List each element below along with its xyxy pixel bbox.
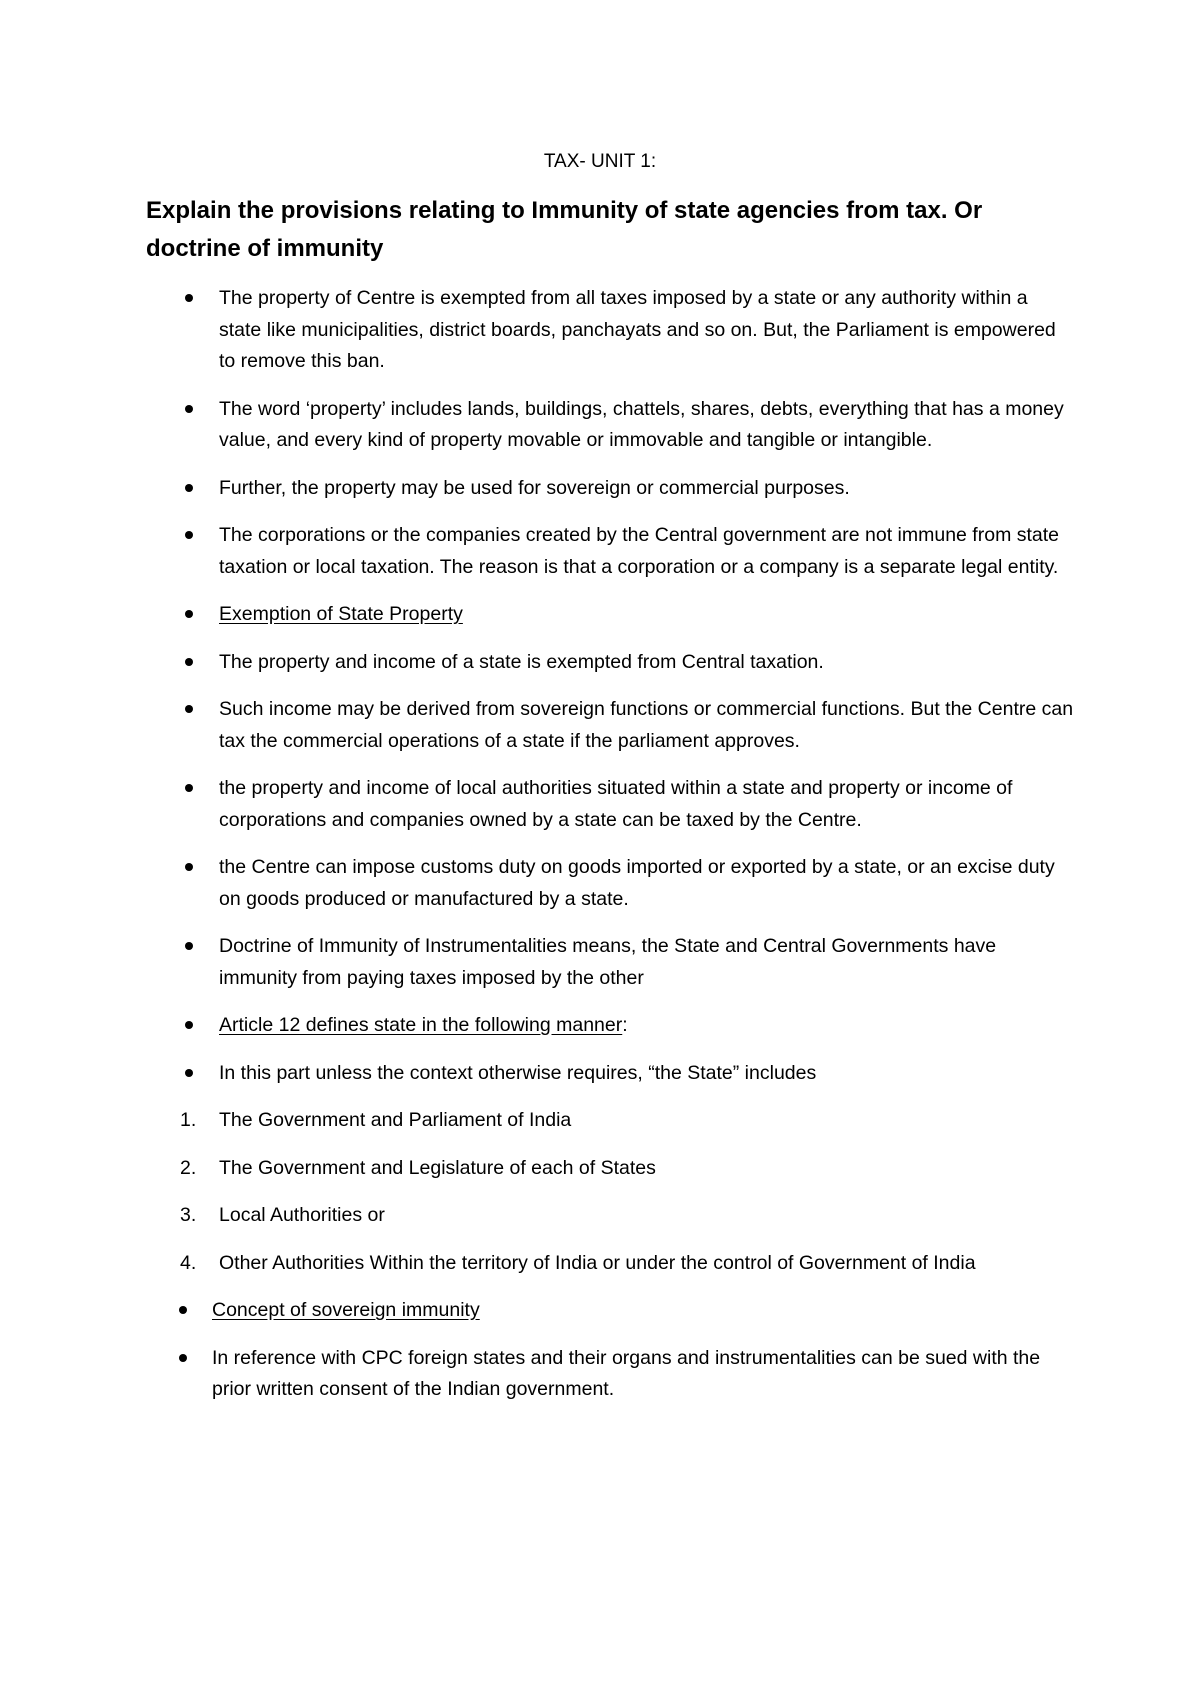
- list-item: [0, 694, 1200, 757]
- list-item: [0, 599, 1200, 631]
- item-number: 3.: [180, 1204, 197, 1226]
- list-item-text: In reference with CPC foreign states and their organs and instrumentalities can be sued with the prior written consent of the Indian government.: [212, 1346, 1041, 1400]
- list-item-text: Further, the property may be used for sovereign or commercial purposes.: [219, 476, 850, 499]
- list-item: [0, 852, 1200, 915]
- list-item-text: The property of Centre is exempted from all taxes imposed by a state or any authority within a state like municipalities, district boards, panchayats and so on. But, the Parliament is empowered to remove this ban.: [219, 287, 1056, 372]
- list-item-text: Doctrine of Immunity of Instrumentalities means, the State and Central Governments have immunity from paying taxes imposed by the other: [219, 935, 997, 989]
- list-item: [0, 283, 1200, 378]
- list-item-text: the Centre can impose customs duty on goods imported or exported by a state, or an excise duty on goods produced or manufactured by a state.: [219, 856, 1055, 910]
- list-item-text: In this part unless the context otherwise requires, “the State” includes: [219, 1061, 817, 1084]
- item-number: 2.: [180, 1156, 197, 1179]
- list-item: [0, 473, 1200, 505]
- list-item-text: [219, 1010, 1075, 1042]
- list-item: [0, 1010, 1200, 1042]
- list-item: [0, 647, 1200, 679]
- numbered-item: [0, 1105, 1200, 1137]
- list-item-text: Such income may be derived from sovereign functions or commercial functions. But the Centre can tax the commercial operations of a state if the parliament approves.: [219, 698, 1074, 752]
- item-number: 1.: [180, 1109, 197, 1131]
- section-heading-exemption-state-property: Exemption of State Property: [219, 603, 463, 625]
- section-heading-article-12: Article 12 defines state in the following manner: [219, 1014, 623, 1036]
- numbered-item: [0, 1153, 1200, 1185]
- answer-list: [0, 283, 1200, 1422]
- list-item-text: Other Authorities Within the territory of India or under the control of Government of India: [219, 1251, 976, 1274]
- list-item-text: [219, 599, 1075, 631]
- list-item-text: The property and income of a state is exempted from Central taxation.: [219, 650, 824, 673]
- list-item-text: The word ‘property’ includes lands, buildings, chattels, shares, debts, everything that has a money value, and every kind of property movable or immovable and tangible or intangible.: [219, 397, 1064, 451]
- numbered-item: [0, 1248, 1200, 1280]
- list-item: [0, 931, 1200, 994]
- list-item: [0, 773, 1200, 836]
- list-item: [0, 1295, 1200, 1327]
- section-heading-sovereign-immunity: Concept of sovereign immunity: [212, 1299, 480, 1321]
- document-title: TAX- UNIT 1:: [543, 151, 657, 172]
- list-item: [0, 1343, 1200, 1406]
- numbered-item: [0, 1200, 1200, 1232]
- list-item: [0, 394, 1200, 457]
- list-item-text: The Government and Legislature of each of States: [219, 1156, 656, 1179]
- list-item-text: The corporations or the companies created by the Central government are not immune from state taxation or local taxation. The reason is that a corporation or a company is a separate legal entity.: [219, 524, 1060, 578]
- item-number: 4.: [180, 1251, 197, 1274]
- list-item: [0, 520, 1200, 583]
- list-item-text: The Government and Parliament of India: [219, 1109, 572, 1131]
- list-item: [0, 1058, 1200, 1090]
- list-item-text: Local Authorities or: [219, 1204, 385, 1226]
- heading-colon: :: [622, 1014, 628, 1036]
- question-heading: Explain the provisions relating to Immunity of state agencies from tax. Or doctrine of immunity: [146, 197, 983, 262]
- list-item-text: [212, 1295, 1068, 1327]
- list-item-text: the property and income of local authorities situated within a state and property or income of corporations and companies owned by a state can be taxed by the Centre.: [219, 777, 1013, 831]
